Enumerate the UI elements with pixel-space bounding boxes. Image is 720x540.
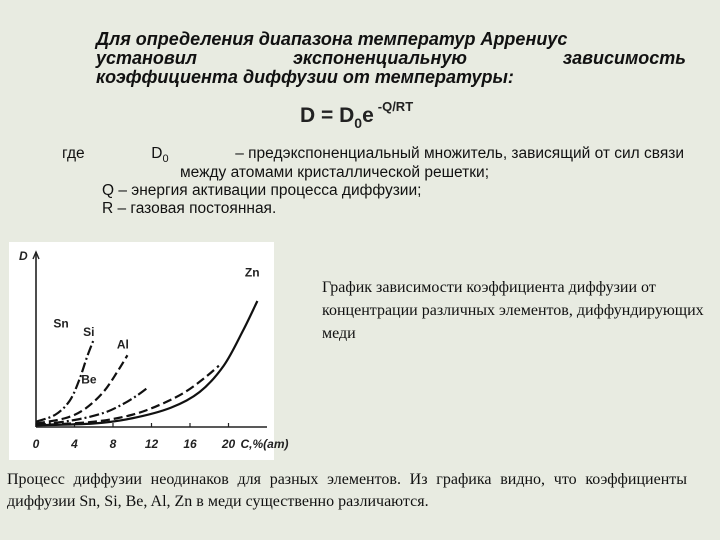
definition-d0 bbox=[62, 145, 684, 164]
x-tick-label: 8 bbox=[109, 437, 117, 451]
heading bbox=[96, 30, 686, 87]
d0-text-part1: – предэкспоненциальный множитель, зависящий от сил связи bbox=[235, 145, 684, 162]
heading-line-3: коэффициента диффузии от температуры: bbox=[96, 67, 514, 87]
series-curve-si bbox=[36, 355, 127, 423]
arrhenius-formula bbox=[300, 99, 414, 131]
d0-text-part2: между атомами кристаллической решетки; bbox=[180, 164, 490, 181]
series-curve-al bbox=[36, 366, 219, 426]
formula-subscript: 0 bbox=[354, 115, 363, 131]
formula-base: e bbox=[362, 104, 374, 127]
formula-main: D = D bbox=[300, 104, 355, 127]
x-tick-label: 16 bbox=[183, 437, 197, 451]
series-label-be: Be bbox=[81, 372, 97, 387]
where-word: где bbox=[62, 145, 85, 162]
definitions bbox=[62, 145, 684, 218]
formula-exponent: -Q/RT bbox=[377, 99, 414, 114]
d0-subscript: 0 bbox=[162, 153, 169, 165]
series-label-sn: Sn bbox=[53, 316, 69, 331]
series-label-al: Al bbox=[116, 337, 129, 352]
heading-line-1: Для определения диапазона температур Аррениус bbox=[96, 29, 568, 49]
diffusion-chart bbox=[9, 242, 289, 460]
heading-word: зависимость bbox=[562, 48, 686, 68]
definition-r: R – газовая постоянная. bbox=[102, 200, 277, 217]
chart-curves bbox=[36, 301, 257, 425]
definition-q: Q – энергия активации процесса диффузии; bbox=[102, 182, 422, 199]
chart-caption: График зависимости коэффициента диффузии от концентрации различных элементов, диффундирующих меди bbox=[322, 279, 704, 342]
chart-labels bbox=[19, 249, 289, 451]
x-tick-label: 12 bbox=[144, 437, 159, 451]
chart-axes bbox=[33, 252, 267, 427]
heading-line-2 bbox=[96, 49, 686, 68]
x-axis-label: C,%(ат) bbox=[240, 437, 289, 451]
heading-word: установил bbox=[96, 48, 197, 68]
series-curve-zn bbox=[36, 301, 257, 425]
d0-symbol-group bbox=[151, 145, 168, 164]
y-axis-label: D bbox=[19, 249, 28, 263]
chart-svg bbox=[9, 242, 289, 460]
d0-symbol: D bbox=[151, 145, 163, 162]
x-tick-label: 4 bbox=[71, 437, 78, 451]
series-label-si: Si bbox=[83, 325, 95, 339]
footer-text: Процесс диффузии неодинаков для разных элементов. Из графика видно, что коэффициенты диффузии Sn, Si, Be, Al, Zn в меди существенно различаются. bbox=[7, 471, 687, 510]
x-tick-label: 0 bbox=[32, 437, 40, 451]
heading-word: экспоненциальную bbox=[292, 48, 467, 68]
x-tick-label: 20 bbox=[221, 437, 236, 451]
series-label-zn: Zn bbox=[244, 265, 260, 280]
